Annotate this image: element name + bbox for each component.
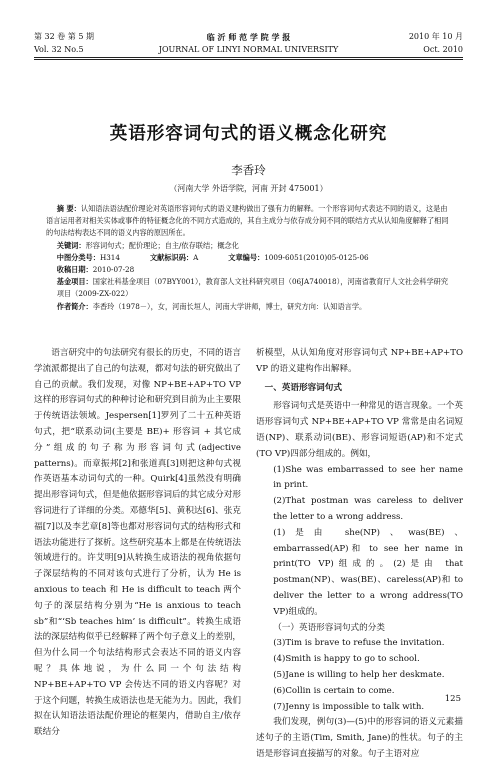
keywords: [46, 240, 450, 252]
example-sentence: (3)Tim is brave to refuse the invitation.: [273, 638, 445, 649]
received-date: [46, 264, 450, 276]
volume-cn: 第 32 卷 第 5 期: [34, 32, 94, 41]
clc-label: 中图分类号：: [56, 252, 100, 262]
example-sentence: (1)She was embarrassed to see her name in print.: [273, 464, 463, 491]
header-rule: [34, 57, 463, 58]
abstract-label: 摘 要：: [56, 204, 81, 213]
right-column: [256, 346, 463, 763]
volume-en: Vol. 32 No.5: [34, 45, 84, 54]
page-number: 125: [444, 694, 461, 704]
bio-text: 李香玲（1978－），女，河南长垣人，河南大学讲师，博士，研究方向：认知语言学。: [92, 301, 367, 311]
fund: [46, 276, 450, 300]
example-sentence: (6)Collin is certain to come.: [273, 685, 395, 696]
body-paragraph-continued: 析模型，从认知角度对形容词句式 NP+BE+AP+TO VP 的语义建构作出解释。: [256, 348, 463, 374]
article-title: 英语形容词句式的语义概念化研究: [109, 124, 388, 144]
example-sentence: (2)That postman was careless to deliver the letter to a wrong address.: [273, 496, 463, 522]
fund-text: 国家社科基金项目（07BYY001），教育部人文社科研究项目（06JA740018），河南省教育厅人文社会科学研究项目（2009-ZX-022）: [56, 277, 449, 299]
classification-line: [46, 252, 450, 264]
fund-label: 基金项目：: [56, 277, 93, 287]
author-name: 李香玲: [231, 163, 266, 177]
doc-code-value: A: [193, 252, 199, 262]
bio-label: 作者简介：: [56, 301, 93, 311]
section-heading: 一、英语形容词句式: [264, 382, 342, 393]
date-en: Oct. 2010: [423, 45, 463, 54]
example-sentence: (4)Smith is happy to go to school.: [273, 654, 420, 665]
author-bio: [46, 301, 450, 313]
article-id-value: 1009-6051(2010)05-0125-06: [264, 252, 369, 262]
example-sentence: (5)Jane is willing to help her deskmate.: [273, 669, 445, 680]
body-paragraph: (1)是由 she(NP)、was(BE)、embarrassed(AP)和 to see her name in print(TO VP)组成的。(2)是由 that postman(NP)、was(BE)、careless(AP)和 to deliver the letter to a wrong address(TO VP)组成的。: [273, 527, 463, 617]
abstract-text: 认知语法语法配价理论对英语形容词句式的语义建构做出了强有力的解释。一个形容词句式表达不同的语义，这是由语言运用者对相关实体或事件的特征概念化的不同方式造成的，其自主成分与依存成分间不同的联结方式从认知角度解释了相同的句法结构表达不同的语义内容的原因所在。: [46, 204, 449, 238]
date-cn: 2010 年 10 月: [408, 32, 463, 41]
article-id-label: 文章编号：: [228, 252, 265, 262]
body-paragraph: 语言研究中的句法研究有很长的历史，不同的语言学流派都提出了自己的句法观，都对句法的研究做出了自己的贡献。我们发现，对像 NP+BE+AP+TO VP 这样的形容词句式的种种讨论和研究到目前为止主要限于传统语法领域。Jespersen[1]罗列了二十五种英语句式，把“联系动词(主要是 BE)+ 形容词 + 其它成分”组成的句子称为形容词句式(adjective patterns)。而章振邦[2]和张道真[3]则把这种句式视作英语基本动词句式的一种。Quirk[4]虽然没有明确提出形容词句式，但是他依据形容词后的其它成分对形容词进行了详细的分类。邓德华[5]、黄积达[6]、张克福[7]以及李艺章[8]等也都对形容词句式的结构形式和语法功能进行了探析。这些研究基本上都是在传统语法领域进行的。许艾明[9]从转换生成语法的视角依据句子深层结构的不同对该句式进行了分析，认为 He is anxious to teach 和 He is difficult to teach 两个句子的深层结构分别为“He is anxious to teach sb”和“‘Sb teaches him’ is difficult”。转换生成语法的深层结构似乎已经解释了两个句子意义上的差别，但为什么同一个句法结构形式会表达不同的语义内容呢？具体地说，为什么同一个句法结构 NP+BE+AP+TO VP 会传达不同的语义内容呢？对于这个问题，转换生成语法也是无能为力。因此，我们拟在认知语法语法配价理论的框架内，借助自主/依存联结分: [34, 348, 241, 738]
body-paragraph: 我们发现，例句(3)—(5)中的形容词的语义元素描述句子的主语(Tim, Smith, Jane)的性状。句子的主语是形容词直接描写的对象。句子主语对应: [256, 717, 463, 759]
journal-name-cn: 临 沂 师 范 学 院 学 报: [206, 32, 291, 42]
example-sentence: (7)Jenny is impossible to talk with.: [273, 701, 425, 712]
body-paragraph: 形容词句式是英语中一种常见的语言现象。一个英语形容词句式 NP+BE+AP+TO VP 常常是由名词短语(NP)、联系动词(BE)、形容词短语(AP)和不定式(TO VP)四部分组成的。例如，: [256, 401, 463, 459]
received-label: 收稿日期：: [56, 265, 93, 275]
header-rule-second: [34, 59, 463, 60]
received-value: 2010-07-28: [92, 265, 135, 275]
keywords-label: 关键词：: [56, 240, 86, 250]
subsection-heading: （一）英语形容词句式的分类: [273, 622, 385, 633]
abstract-block: [46, 203, 450, 313]
journal-name-en: JOURNAL OF LINYI NORMAL UNIVERSITY: [158, 45, 339, 54]
keywords-text: 形容词句式；配价理论；自主/依存联结；概念化: [85, 240, 239, 250]
clc-value: H314: [99, 252, 120, 262]
abstract: [46, 203, 450, 240]
affiliation: （河南大学 外语学院，河南 开封 475001）: [169, 184, 328, 193]
left-column: [34, 346, 241, 741]
doc-code-label: 文献标识码：: [149, 252, 194, 262]
